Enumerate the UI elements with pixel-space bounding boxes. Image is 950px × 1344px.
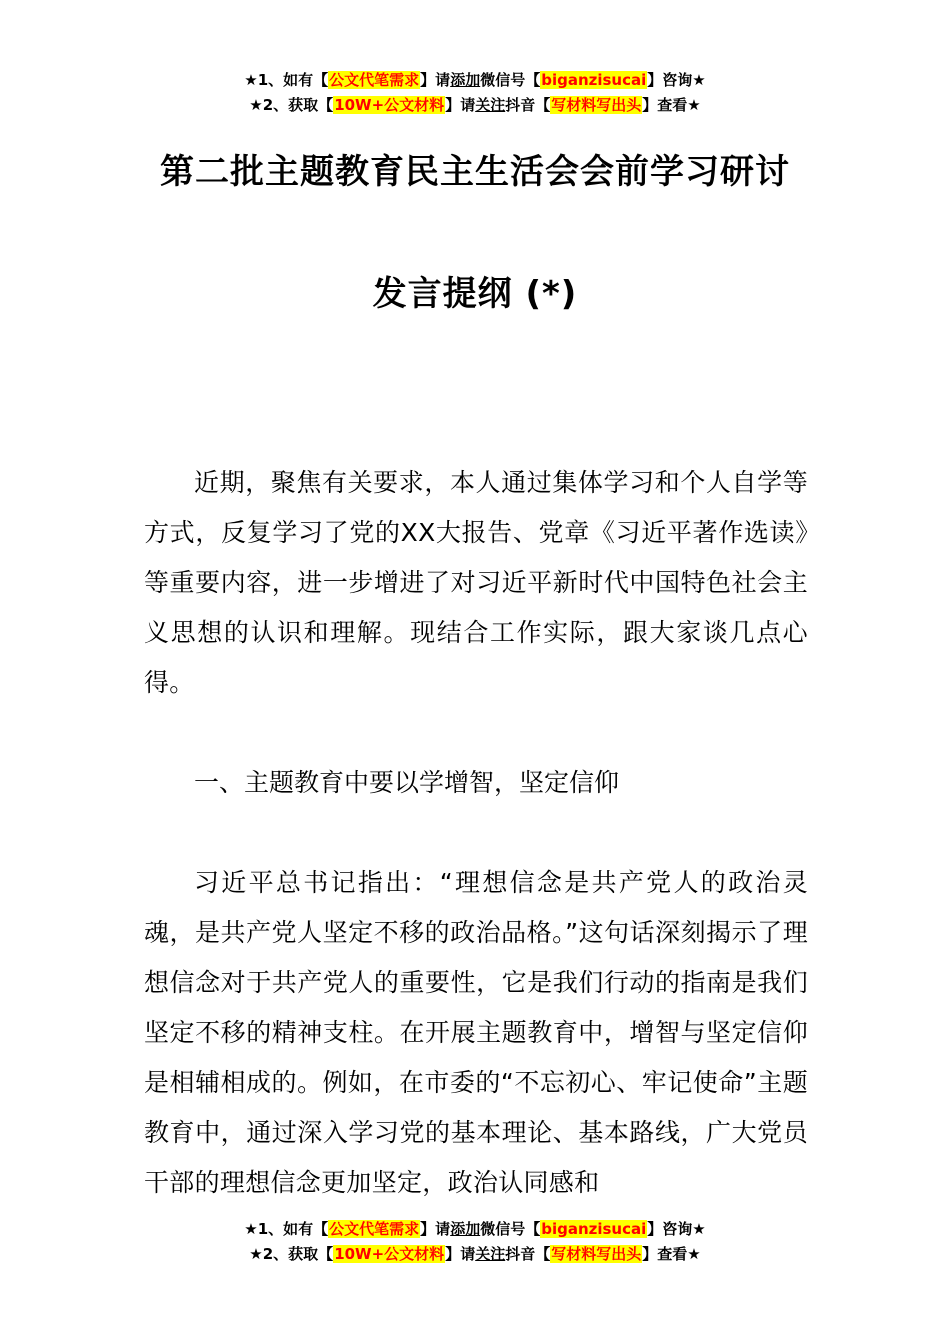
ad-banner-top-line1 — [0, 70, 950, 90]
ad-underline-text: 关注 — [475, 1245, 506, 1263]
ad-highlight-wechat-id: biganzisucai — [541, 1220, 647, 1238]
ad-text: 抖音【 — [505, 1245, 551, 1263]
ad-text: ★1、如有【 — [244, 1220, 329, 1238]
ad-highlight: 公文代笔需求 — [329, 1220, 420, 1238]
ad-text: 微信号【 — [480, 71, 541, 89]
ad-text: 】请 — [420, 71, 451, 89]
section-heading-1: 一、主题教育中要以学增智，坚定信仰 — [194, 768, 620, 797]
ad-banner-bottom-line1 — [0, 1219, 950, 1239]
paragraph-section-1: 习近平总书记指出：“理想信念是共产党人的政治灵魂，是共产党人坚定不移的政治品格。”这句话深刻揭示了理想信念对于共产党人的重要性，它是我们行动的指南是我们坚定不移的精神支柱。在开展主题教育中，增智与坚定信仰是相辅相成的。例如，在市委的“不忘初心、牢记使命”主题教育中，通过深入学习党的基本理论、基本路线，广大党员干部的理想信念更加坚定，政治认同感和 — [144, 868, 808, 1197]
paragraph-intro: 近期，聚焦有关要求，本人通过集体学习和个人自学等方式，反复学习了党的XX大报告、党章《习近平著作选读》等重要内容，进一步增进了对习近平新时代中国特色社会主义思想的认识和理解。现结合工作实际，跟大家谈几点心得。 — [144, 468, 808, 697]
ad-highlight-douyin-id: 写材料写出头 — [551, 1245, 642, 1263]
ad-highlight-douyin-id: 写材料写出头 — [551, 96, 642, 114]
ad-text: ★1、如有【 — [244, 71, 329, 89]
ad-banner-top-line2 — [0, 95, 950, 115]
document-title-line1: 第二批主题教育民主生活会会前学习研讨 — [160, 152, 790, 192]
ad-underline-text: 关注 — [475, 96, 506, 114]
ad-text: 】请 — [445, 1245, 476, 1263]
ad-text: 】请 — [445, 96, 476, 114]
ad-text: 】查看★ — [642, 1245, 701, 1263]
ad-highlight: 10W+公文材料 — [334, 1245, 445, 1263]
ad-text: 微信号【 — [480, 1220, 541, 1238]
ad-text: 抖音【 — [505, 96, 551, 114]
ad-text: 】咨询★ — [647, 1220, 706, 1238]
ad-underline-text: 添加 — [450, 1220, 481, 1238]
ad-text: ★2、获取【 — [249, 96, 334, 114]
ad-text: 】咨询★ — [647, 71, 706, 89]
ad-banner-bottom-line2 — [0, 1244, 950, 1264]
document-title-line2: 发言提纲 (*) — [372, 274, 578, 314]
ad-text: ★2、获取【 — [249, 1245, 334, 1263]
ad-highlight-wechat-id: biganzisucai — [541, 71, 647, 89]
document-body — [144, 458, 808, 1208]
ad-text: 】查看★ — [642, 96, 701, 114]
ad-underline-text: 添加 — [450, 71, 481, 89]
ad-highlight: 10W+公文材料 — [334, 96, 445, 114]
ad-text: 】请 — [420, 1220, 451, 1238]
ad-highlight: 公文代笔需求 — [329, 71, 420, 89]
